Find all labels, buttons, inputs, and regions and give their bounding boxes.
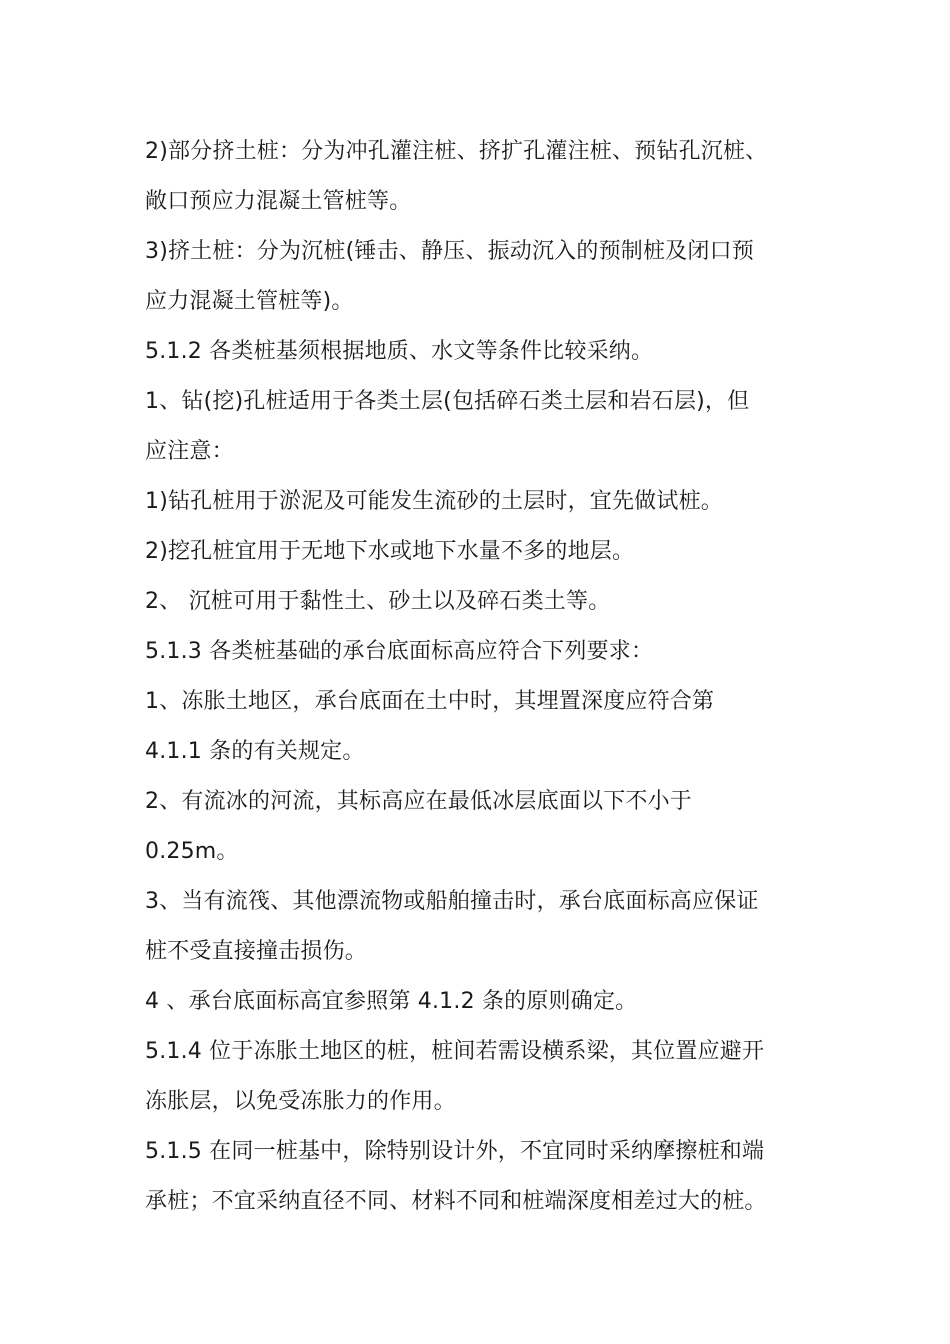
document-body xyxy=(145,127,825,1227)
text-line: 2、 沉桩可用于黏性土、砂土以及碎石类土等。 xyxy=(145,589,611,614)
text-line: 0.25m。 xyxy=(145,839,239,864)
text-line: 4.1.1 条的有关规定。 xyxy=(145,739,365,764)
text-line: 3)挤土桩：分为沉桩(锤击、静压、振动沉入的预制桩及闭口预 xyxy=(145,239,754,264)
text-line: 5.1.2 各类桩基须根据地质、水文等条件比较采纳。 xyxy=(145,339,654,364)
text-line: 3、当有流筏、其他漂流物或船舶撞击时，承台底面标高应保证 xyxy=(145,889,759,914)
text-line: 应注意： xyxy=(145,439,234,464)
text-line: 冻胀层，以免受冻胀力的作用。 xyxy=(145,1089,456,1114)
text-line: 5.1.4 位于冻胀土地区的桩，桩间若需设横系梁，其位置应避开 xyxy=(145,1039,765,1064)
text-line: 2、有流冰的河流，其标高应在最低冰层底面以下不小于 xyxy=(145,789,692,814)
text-line: 1、冻胀土地区，承台底面在土中时，其埋置深度应符合第 xyxy=(145,689,715,714)
text-line: 1)钻孔桩用于淤泥及可能发生流砂的土层时，宜先做试桩。 xyxy=(145,489,723,514)
text-line: 桩不受直接撞击损伤。 xyxy=(145,939,368,964)
text-line: 1、钻(挖)孔桩适用于各类土层(包括碎石类土层和岩石层)，但 xyxy=(145,389,750,414)
text-line: 5.1.3 各类桩基础的承台底面标高应符合下列要求： xyxy=(145,639,654,664)
text-line: 应力混凝土管桩等)。 xyxy=(145,289,354,314)
text-line: 2)部分挤土桩：分为冲孔灌注桩、挤扩孔灌注桩、预钻孔沉桩、 xyxy=(145,139,768,164)
text-line: 承桩；不宜采纳直径不同、材料不同和桩端深度相差过大的桩。 xyxy=(145,1189,767,1214)
text-line: 敞口预应力混凝土管桩等。 xyxy=(145,189,412,214)
text-line: 2)挖孔桩宜用于无地下水或地下水量不多的地层。 xyxy=(145,539,635,564)
text-line: 4 、承台底面标高宜参照第 4.1.2 条的原则确定。 xyxy=(145,989,638,1014)
text-line: 5.1.5 在同一桩基中，除特别设计外，不宜同时采纳摩擦桩和端 xyxy=(145,1139,765,1164)
